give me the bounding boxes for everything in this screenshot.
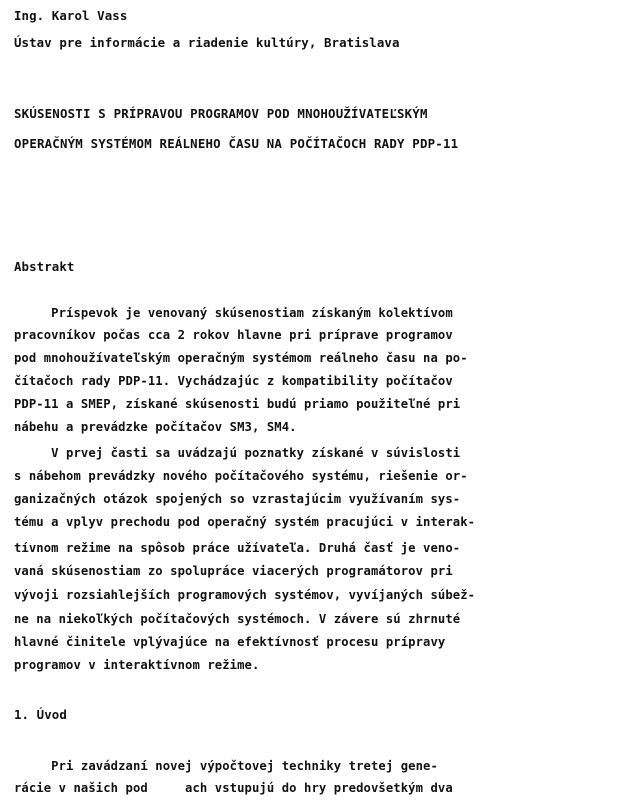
- abstract-line: ne na niekoľkých počítačových systémoch. V závere sú zhrnuté: [14, 612, 461, 626]
- abstract-line: pod mnohoužívateľským operačným systémom reálneho času na po-: [14, 351, 468, 365]
- paper-title-line-2: OPERAČNÝM SYSTÉMOM REÁLNEHO ČASU NA POČÍTAČOCH RADY PDP-11: [14, 136, 459, 151]
- abstract-line: programov v interaktívnom režime.: [14, 658, 260, 672]
- author-affiliation: Ústav pre informácie a riadenie kultúry, Bratislava: [14, 35, 400, 50]
- abstract-line: tému a vplyv prechodu pod operačný systém pracujúci v interak-: [14, 515, 476, 529]
- abstract-line: V prvej časti sa uvádzajú poznatky získané v súvislosti: [14, 446, 461, 460]
- section-line: Pri zavádzaní novej výpočtovej techniky tretej gene-: [14, 759, 438, 773]
- author-name: Ing. Karol Vass: [14, 8, 128, 23]
- abstract-line: hlavné činitele vplývajúce na efektívnosť procesu prípravy: [14, 635, 446, 649]
- abstract-line: Príspevok je venovaný skúsenostiam získaným kolektívom: [14, 306, 453, 320]
- paper-title-line-1: SKÚSENOSTI S PRÍPRAVOU PROGRAMOV POD MNOHOUŽÍVATEĽSKÝM: [14, 106, 428, 121]
- abstract-heading: Abstrakt: [14, 259, 75, 274]
- abstract-line: tívnom režime na spôsob práce užívateľa. Druhá časť je veno-: [14, 541, 461, 555]
- abstract-line: s nábehom prevádzky nového počítačového systému, riešenie or-: [14, 469, 468, 483]
- abstract-line: pracovníkov počas cca 2 rokov hlavne pri príprave programov: [14, 328, 453, 342]
- abstract-line: PDP-11 a SMEP, získané skúsenosti budú priamo použiteľné pri: [14, 397, 461, 411]
- abstract-line: čítačoch rady PDP-11. Vychádzajúc z kompatibility počítačov: [14, 374, 453, 388]
- abstract-line: ganizačných otázok spojených so vzrastajúcim využívaním sys-: [14, 492, 461, 506]
- section-line: rácie v našich pod ach vstupujú do hry predovšetkým dva: [14, 781, 453, 795]
- section-1-heading: 1. Úvod: [14, 707, 67, 722]
- abstract-line: vývoji rozsiahlejších programových systémov, vyvíjaných súbež-: [14, 588, 476, 602]
- abstract-line: vaná skúsenostiam zo spolupráce viacerých programátorov pri: [14, 564, 453, 578]
- abstract-line: nábehu a prevádzke počítačov SM3, SM4.: [14, 420, 297, 434]
